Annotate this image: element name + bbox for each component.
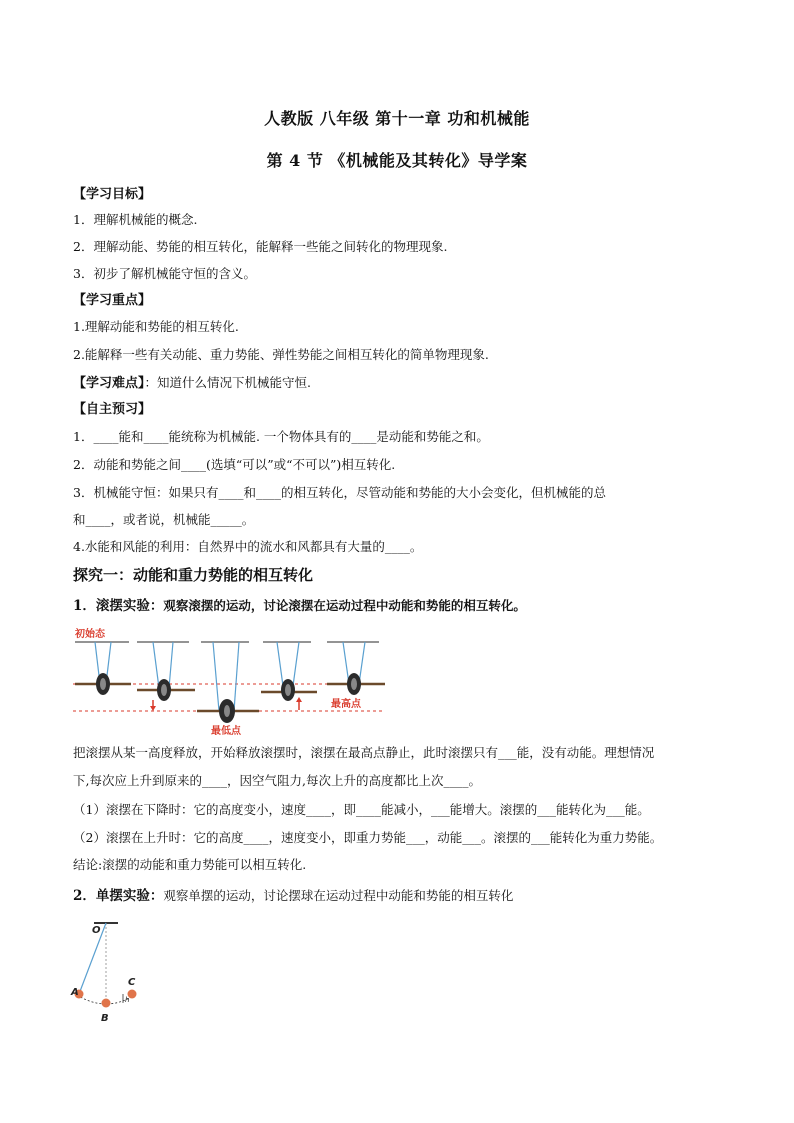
preview-item: 3．机械能守恒：如果只有____和____的相互转化，尽管动能和势能的大小会变化，但机械能的总 <box>73 485 606 500</box>
wheel-frame-ascending <box>261 642 317 710</box>
paragraph-line: 把滚摆从某一高度释放，开始释放滚摆时，滚摆在最高点静止，此时滚摆只有___能，没有动能。理想情况 <box>73 745 655 760</box>
goal-item: 3．初步了解机械能守恒的含义。 <box>73 266 256 281</box>
preview-item: 2．动能和势能之间____(选填“可以”或“不可以”)相互转化. <box>73 457 396 472</box>
explore-heading: 探究一：动能和重力势能的相互转化 <box>73 566 314 584</box>
preview-item: 4.水能和风能的利用：自然界中的流水和风都具有大量的____。 <box>73 539 423 554</box>
experiment2-title: 2．单摆实验：观察单摆的运动，讨论摆球在运动过程中动能和势能的相互转化 <box>73 888 514 904</box>
paragraph-line: （1）滚摆在下降时：它的高度变小，速度____，即____能减小，___能增大。滚摆的___能转化为___能。 <box>73 802 650 817</box>
label-C: C <box>128 977 136 988</box>
keypoints-heading: 【学习重点】 <box>73 293 152 308</box>
label-O: O <box>92 925 101 936</box>
goals-heading: 【学习目标】 <box>73 187 152 202</box>
pendulum-figure <box>70 918 150 1028</box>
label-lowest: 最低点 <box>211 726 241 737</box>
label-h: h <box>125 996 130 1004</box>
difficulty-text: ：知道什么情况下机械能守恒. <box>144 375 311 390</box>
wheel-frame-highest <box>327 642 385 710</box>
keypoint-item: 1.理解动能和势能的相互转化. <box>73 319 239 334</box>
experiment1-title: 1．滚摆实验：观察滚摆的运动，讨论滚摆在运动过程中动能和势能的相互转化。 <box>73 598 526 614</box>
wheel-frame-lowest <box>197 642 259 737</box>
goal-item: 2．理解动能、势能的相互转化，能解释一些能之间转化的物理现象. <box>73 239 448 254</box>
label-A: A <box>71 987 79 998</box>
preview-item: 和____，或者说，机械能_____。 <box>73 512 255 527</box>
label-B: B <box>101 1013 109 1024</box>
preview-heading: 【自主预习】 <box>73 402 152 417</box>
maxwell-wheel-figure <box>73 626 393 736</box>
wheel-frame-descending <box>137 642 195 711</box>
paragraph-line: （2）滚摆在上升时：它的高度____，速度变小，即重力势能___，动能___。滚摆的___能转化为重力势能。 <box>73 830 663 845</box>
difficulty-heading: 【学习难点】 <box>73 376 145 391</box>
label-highest: 最高点 <box>331 699 361 710</box>
preview-item: 1．____能和____能统称为机械能. 一个物体具有的____是动能和势能之和。 <box>73 429 489 444</box>
goal-item: 1．理解机械能的概念. <box>73 212 198 227</box>
page-subtitle: 第 4 节 《机械能及其转化》导学案 <box>266 151 528 170</box>
keypoint-item: 2.能解释一些有关动能、重力势能、弹性势能之间相互转化的简单物理现象. <box>73 347 489 362</box>
wheel-frame-initial <box>75 642 131 695</box>
page-title: 人教版 八年级 第十一章 功和机械能 <box>264 109 530 128</box>
paragraph-line: 下,每次应上升到原来的____，因空气阻力,每次上升的高度都比上次____。 <box>73 773 481 788</box>
label-initial: 初始态 <box>75 629 105 640</box>
difficulty-line <box>73 374 311 393</box>
paragraph-line: 结论:滚摆的动能和重力势能可以相互转化. <box>73 857 307 872</box>
